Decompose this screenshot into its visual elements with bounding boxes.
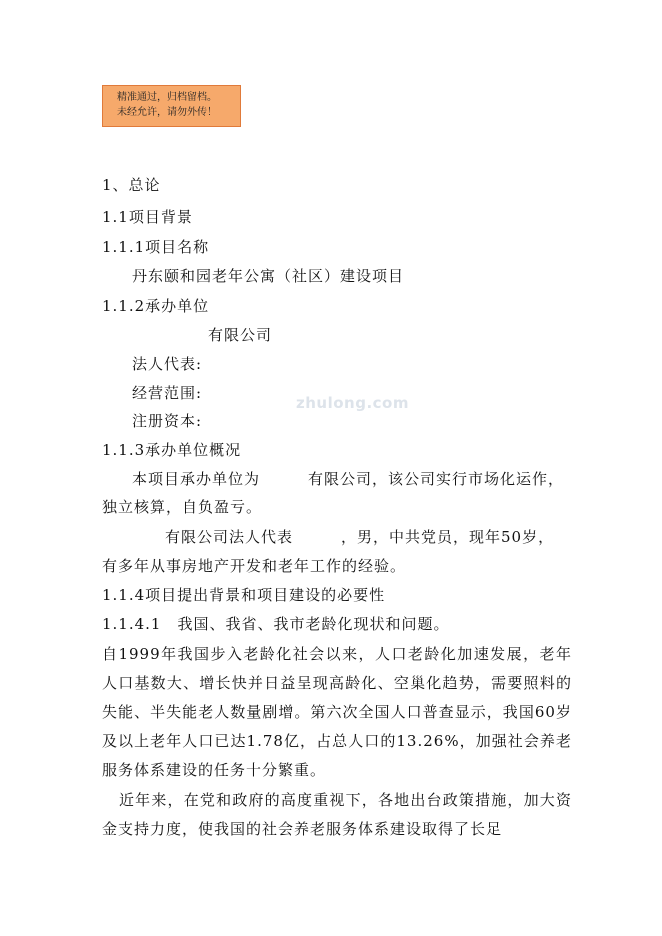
company-name: 有限公司 xyxy=(208,326,273,344)
stamp-line-1: 精准通过，归档留档。 xyxy=(117,92,217,103)
registered-capital-label: 注册资本: xyxy=(132,412,203,430)
overview-paragraph-2-line-2: 有多年从事房地产开发和老年工作的经验。 xyxy=(102,557,407,575)
overview-paragraph-1-line-1: 本项目承办单位为 有限公司，该公司实行市场化运作， xyxy=(132,470,565,488)
heading-1-1-4-1: 1.1.4.1 我国、我省、我市老龄化现状和问题。 xyxy=(102,615,450,633)
watermark: zhulong.com xyxy=(296,394,409,412)
legal-representative-label: 法人代表: xyxy=(132,355,203,373)
body-paragraph-1: 自1999年我国步入老龄化社会以来，人口老龄化加速发展，老年人口基数大、增长快并日益呈现高龄化、空巢化趋势，需要照料的失能、半失能老人数量剧增。第六次全国人口普查显示，我国60岁及以上老年人口已达1.78亿，占总人口的13.26%，加强社会养老服务体系建设的任务十分繁重。 xyxy=(102,645,572,779)
heading-1-1: 1.1项目背景 xyxy=(102,208,193,226)
overview-paragraph-2-line-1: 有限公司法人代表 ，男，中共党员，现年50岁， xyxy=(165,528,555,546)
overview-paragraph-1-line-2: 独立核算，自负盈亏。 xyxy=(102,498,263,516)
body-paragraph-2: 近年来，在党和政府的高度重视下，各地出台政策措施，加大资金支持力度，使我国的社会养老服务体系建设取得了长足 xyxy=(102,791,572,838)
archive-stamp xyxy=(102,85,241,127)
project-name: 丹东颐和园老年公寓（社区）建设项目 xyxy=(132,267,405,285)
heading-1-1-3: 1.1.3承办单位概况 xyxy=(102,441,242,459)
heading-1: 1、总论 xyxy=(102,176,161,194)
heading-1-1-1: 1.1.1项目名称 xyxy=(102,238,210,256)
stamp-line-2: 未经允许，请勿外传！ xyxy=(117,107,217,118)
heading-1-1-4: 1.1.4项目提出背景和项目建设的必要性 xyxy=(102,586,386,604)
heading-1-1-2: 1.1.2承办单位 xyxy=(102,297,210,315)
business-scope-label: 经营范围: xyxy=(132,384,203,402)
